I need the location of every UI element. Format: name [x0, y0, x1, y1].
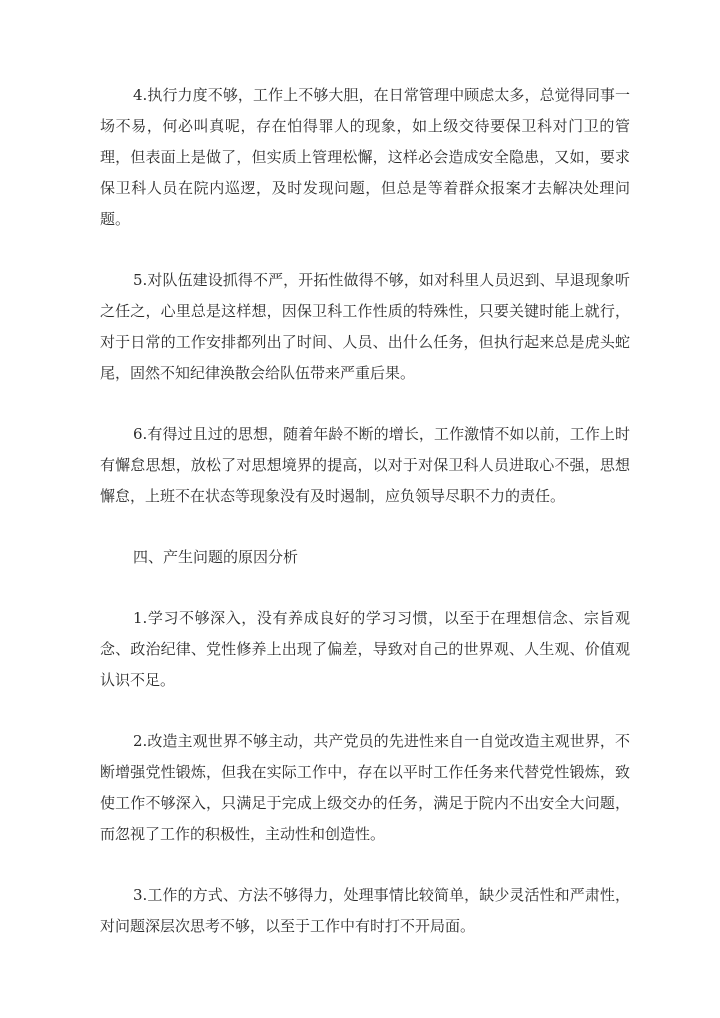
paragraph-item-6: 6.有得过且过的思想，随着年龄不断的增长，工作激情不如以前，工作上时有懈怠思想，放松了对思想境界的提高，以对于对保卫科人员进取心不强，思想懈怠，上班不在状态等现象没有及时遏制，应负领导尽职不力的责任。	[100, 425, 630, 505]
section-heading: 四、产生问题的原因分析	[133, 548, 299, 566]
document-body	[100, 80, 630, 972]
analysis-item-2: 2.改造主观世界不够主动，共产党员的先进性来自一自觉改造主观世界，不断增强党性锻炼，但我在实际工作中，存在以平时工作任务来代替党性锻炼，致使工作不够深入，只满足于完成上级交办的任务，满足于院内不出安全大问题，而忽视了工作的积极性，主动性和创造性。	[100, 732, 630, 843]
paragraph-item-4: 4.执行力度不够，工作上不够大胆，在日常管理中顾虑太多，总觉得同事一场不易，何必叫真呢，存在怕得罪人的现象，如上级交待要保卫科对门卫的管理，但表面上是做了，但实质上管理松懈，这样必会造成安全隐患，又如，要求保卫科人员在院内巡逻，及时发现问题，但总是等着群众报案才去解决处理问题。	[100, 86, 630, 228]
paragraph-item-5: 5.对队伍建设抓得不严，开拓性做得不够，如对科里人员迟到、早退现象听之任之，心里总是这样想，因保卫科工作性质的特殊性，只要关键时能上就行，对于日常的工作安排都列出了时间、人员、出什么任务，但执行起来总是虎头蛇尾，固然不知纪律涣散会给队伍带来严重后果。	[100, 271, 630, 382]
analysis-item-1: 1.学习不够深入，没有养成良好的学习习惯，以至于在理想信念、宗旨观念、政治纪律、党性修养上出现了偏差，导致对自己的世界观、人生观、价值观认识不足。	[100, 609, 630, 689]
analysis-item-3: 3.工作的方式、方法不够得力，处理事情比较简单，缺少灵活性和严肃性，对问题深层次思考不够，以至于工作中有时打不开局面。	[100, 886, 630, 935]
